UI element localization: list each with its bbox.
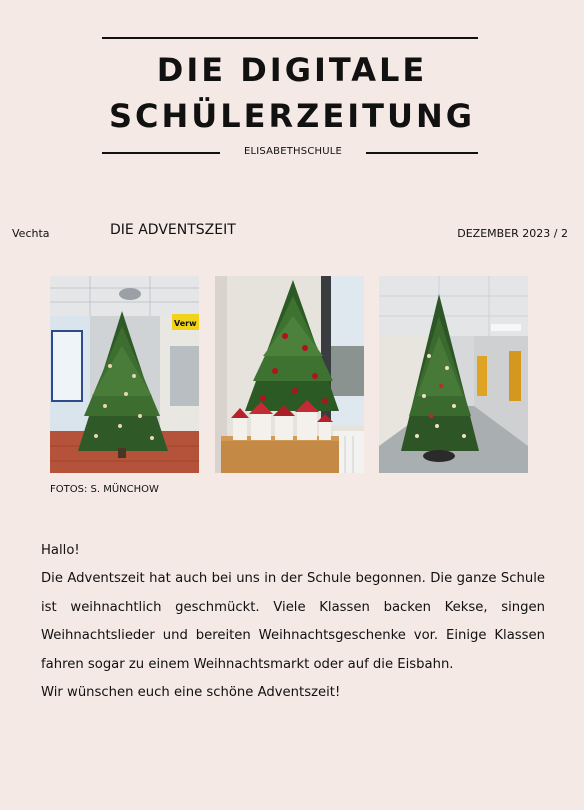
masthead-title-line1: DIE DIGITALE bbox=[156, 51, 428, 89]
masthead-rule-top bbox=[102, 37, 478, 39]
sign-text: Verw bbox=[174, 319, 197, 328]
article-paragraph: Die Adventszeit hat auch bei uns in der Schule begonnen. Die ganze Schule ist weihnachtlich geschmückt. Viele Klassen backen Kekse, singen Weihnachtslieder und bereiten Weihnachtsgeschenke vor. Einige Klassen fahren sogar zu einem Weihnachtsmarkt oder auf die Eisbahn. bbox=[41, 571, 545, 672]
article-closing: Wir wünschen euch eine schöne Adventszeit! bbox=[41, 685, 341, 701]
photo-tree-corridor bbox=[379, 276, 528, 473]
article-greeting: Hallo! bbox=[41, 543, 80, 558]
photo-tree-houses bbox=[215, 276, 364, 473]
masthead-title-line2: SCHÜLERZEITUNG bbox=[108, 97, 475, 135]
photo-credit: FOTOS: S. MÜNCHOW bbox=[50, 484, 159, 495]
place-label: Vechta bbox=[12, 227, 50, 240]
issue-label: DEZEMBER 2023 / 2 bbox=[457, 227, 568, 240]
masthead-rule-right bbox=[366, 152, 478, 154]
school-name: ELISABETHSCHULE bbox=[243, 146, 343, 157]
article-body bbox=[41, 537, 545, 707]
masthead-rule-left bbox=[102, 152, 220, 154]
photo-tree-hallway bbox=[50, 276, 199, 473]
section-title: DIE ADVENTSZEIT bbox=[110, 222, 236, 238]
masthead-title bbox=[0, 47, 584, 139]
